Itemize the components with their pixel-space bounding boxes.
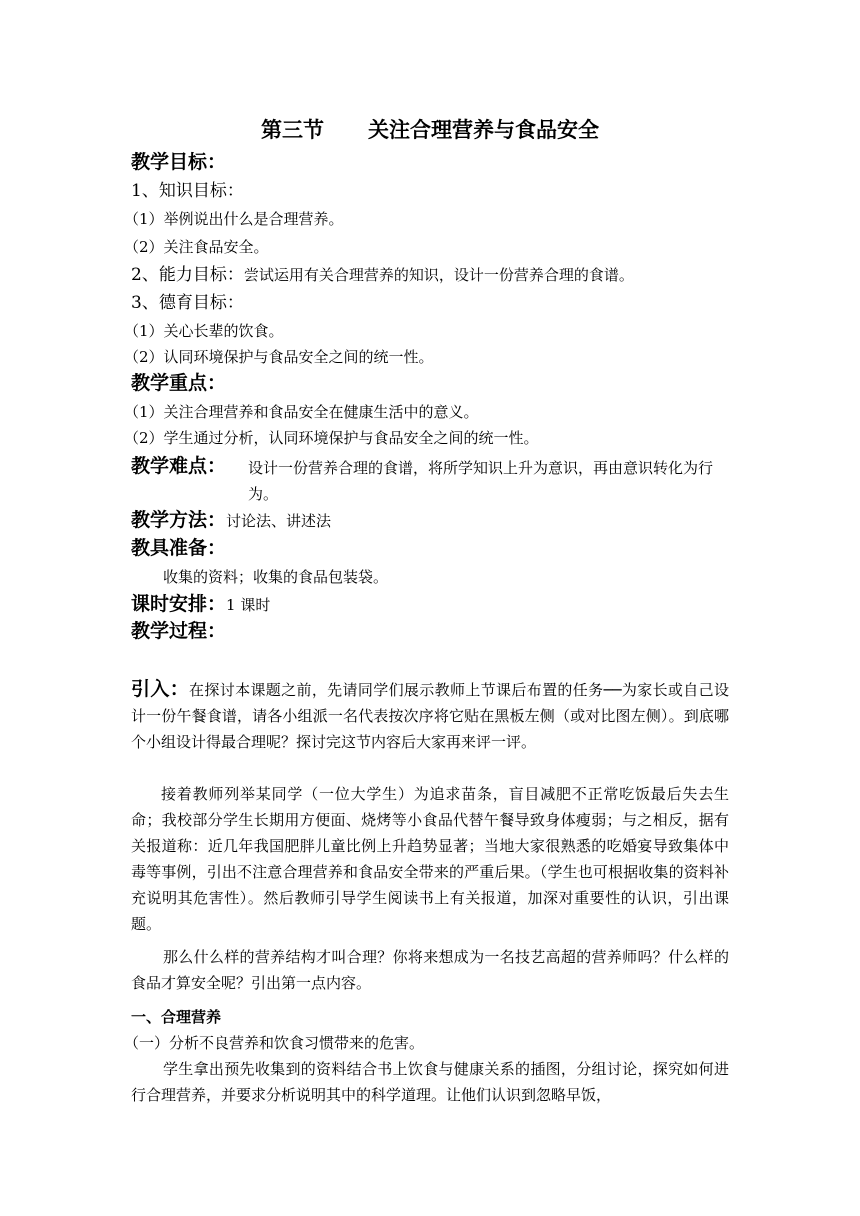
knowledge-goal-label: 1、知识目标： xyxy=(131,181,244,201)
ability-goal xyxy=(131,264,634,286)
subsection-heading: （一）分析不良营养和饮食习惯带来的危害。 xyxy=(124,1034,425,1052)
body-paragraph: 那么什么样的营养结构才叫合理？你将来想成为一名技艺高超的营养师吗？什么样的食品才算安全呢？引出第一点内容。 xyxy=(131,948,729,992)
ability-goal-text: 尝试运用有关合理营养的知识，设计一份营养合理的食谱。 xyxy=(243,266,634,284)
difficulty-text: 设计一份营养合理的食谱，将所学知识上升为意识，再由意识转化为行为。 xyxy=(248,459,714,503)
intro-paragraph xyxy=(131,676,729,755)
moral-item: （2）认同环境保护与食品安全之间的统一性。 xyxy=(124,348,434,366)
prep-heading: 教具准备： xyxy=(131,537,227,559)
intro-text: 在探讨本课题之前，先请同学们展示教师上节课后布置的任务──为家长或自己设计一份午餐食谱，请各小组派一名代表按次序将它贴在黑板左侧（或对比图左侧）。到底哪个小组设计得最合理呢？探讨完这节内容后大家再来评一评。 xyxy=(131,681,729,751)
time-line xyxy=(131,593,270,616)
page-title xyxy=(0,114,860,144)
knowledge-item: （1）举例说出什么是合理营养。 xyxy=(124,210,344,228)
section-heading: 一、合理营养 xyxy=(131,1008,222,1026)
method-text: 讨论法、讲述法 xyxy=(226,512,332,530)
method-line xyxy=(131,509,331,532)
intro-label: 引入： xyxy=(131,678,190,700)
time-text: 1 课时 xyxy=(226,596,271,614)
difficulty-heading: 教学难点： xyxy=(131,455,227,477)
ability-goal-label: 2、能力目标： xyxy=(131,265,244,285)
body-paragraph: 接着教师列举某同学（一位大学生）为追求苗条，盲目减肥不正常吃饭最后失去生命；我校部分学生长期用方便面、烧烤等小食品代替午餐导致身体瘦弱；与之相反，据有关报道称：近几年我国肥胖儿童比例上升趋势显著；当地大家很熟悉的吃婚宴导致集体中毒等事例，引出不注意合理营养和食品安全带来的严重后果。（学生也可根据收集的资料补充说明其危害性）。然后教师引导学生阅读书上有关报道，加深对重要性的认识，引出课题。 xyxy=(131,785,729,933)
moral-goal-label: 3、德育目标： xyxy=(131,293,244,313)
title-section: 第三节 xyxy=(261,118,324,142)
body-paragraph: 学生拿出预先收集到的资料结合书上饮食与健康关系的插图，分组讨论，探究如何进行合理营养，并要求分析说明其中的科学道理。让他们认识到忽略早饭， xyxy=(131,1060,729,1104)
key-point-item: （1）关注合理营养和食品安全在健康生活中的意义。 xyxy=(124,403,479,421)
time-heading: 课时安排： xyxy=(131,593,227,615)
key-points-heading: 教学重点： xyxy=(131,372,227,394)
key-point-item: （2）学生通过分析，认同环境保护与食品安全之间的统一性。 xyxy=(124,429,539,447)
knowledge-item: （2）关注食品安全。 xyxy=(124,238,269,256)
method-heading: 教学方法： xyxy=(131,509,227,531)
moral-item: （1）关心长辈的饮食。 xyxy=(124,322,284,340)
title-topic: 关注合理营养与食品安全 xyxy=(368,118,599,142)
teaching-goals-heading: 教学目标： xyxy=(131,151,227,173)
prep-text: 收集的资料；收集的食品包装袋。 xyxy=(163,568,389,586)
process-heading: 教学过程： xyxy=(131,620,227,642)
